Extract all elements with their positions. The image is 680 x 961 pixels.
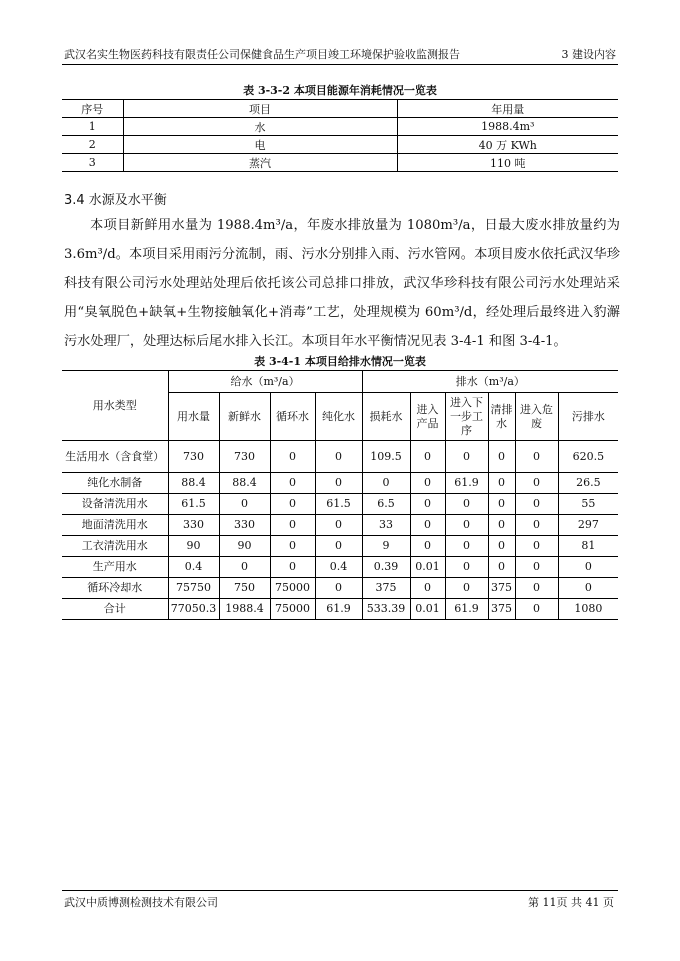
table-cell: 533.39 <box>362 599 410 620</box>
table-cell: 电 <box>123 136 397 154</box>
table-cell: 工衣清洗用水 <box>62 536 168 557</box>
table-cell: 0 <box>270 473 315 494</box>
table-cell: 1080 <box>558 599 618 620</box>
table-caption: 表 3-3-2 本项目能源年消耗情况一览表 <box>243 84 437 97</box>
table-cell: 0 <box>515 515 558 536</box>
table-cell: 330 <box>219 515 270 536</box>
table-cell: 375 <box>488 599 515 620</box>
table-cell: 81 <box>558 536 618 557</box>
table-cell: 0 <box>315 441 362 473</box>
table-cell: 0 <box>515 599 558 620</box>
table-cell: 77050.3 <box>168 599 219 620</box>
table-cell: 75000 <box>270 578 315 599</box>
table-cell: 0 <box>445 441 488 473</box>
table-cell: 0.4 <box>315 557 362 578</box>
table-cell: 0 <box>488 494 515 515</box>
table-row <box>62 599 618 620</box>
table-cell: 生产用水 <box>62 557 168 578</box>
table-row <box>62 441 618 473</box>
table-cell: 0 <box>315 536 362 557</box>
page-footer-left: 武汉中质博测检测技术有限公司 <box>64 896 218 909</box>
table-cell: 生活用水（含食堂） <box>62 441 168 473</box>
table-header-cell: 给水（m³/a） <box>168 371 362 393</box>
footer-rule <box>62 890 618 891</box>
table-cell: 0 <box>362 473 410 494</box>
table-cell: 0 <box>315 515 362 536</box>
table-cell: 0 <box>315 578 362 599</box>
table-cell: 90 <box>168 536 219 557</box>
table-cell: 0 <box>515 536 558 557</box>
table-header-cell: 排水（m³/a） <box>362 371 618 393</box>
table-cell: 合计 <box>62 599 168 620</box>
table-cell: 730 <box>219 441 270 473</box>
table-cell: 0 <box>515 473 558 494</box>
table-cell: 0 <box>270 515 315 536</box>
table-cell: 0 <box>445 557 488 578</box>
table-header-cell: 进入危废 <box>515 393 558 441</box>
table-cell: 0 <box>445 494 488 515</box>
table-cell: 0 <box>488 536 515 557</box>
table-cell: 9 <box>362 536 410 557</box>
table-header-cell: 损耗水 <box>362 393 410 441</box>
table-cell: 0 <box>219 557 270 578</box>
table-cell: 1 <box>62 118 123 136</box>
table-cell: 0 <box>445 515 488 536</box>
table-header-cell: 年用量 <box>397 100 618 118</box>
table-cell: 0 <box>410 578 445 599</box>
table-cell: 0.39 <box>362 557 410 578</box>
table-cell: 0 <box>270 441 315 473</box>
header-rule <box>62 64 618 65</box>
table-cell: 0 <box>515 441 558 473</box>
table-header-cell: 序号 <box>62 100 123 118</box>
table-header-cell: 循环水 <box>270 393 315 441</box>
table-cell: 61.9 <box>445 599 488 620</box>
table-header-cell: 进入产品 <box>410 393 445 441</box>
table-cell: 0 <box>270 494 315 515</box>
table-cell: 3 <box>62 154 123 172</box>
table-cell: 61.9 <box>445 473 488 494</box>
table-cell: 地面清洗用水 <box>62 515 168 536</box>
table-caption: 表 3-4-1 本项目给排水情况一览表 <box>254 355 426 368</box>
page-number: 第 11页 共 41 页 <box>528 896 614 909</box>
table-cell: 26.5 <box>558 473 618 494</box>
table-cell: 730 <box>168 441 219 473</box>
table-row <box>62 515 618 536</box>
table-cell: 75000 <box>270 599 315 620</box>
table-cell: 90 <box>219 536 270 557</box>
table-cell: 0 <box>315 473 362 494</box>
table-cell: 纯化水制备 <box>62 473 168 494</box>
table-cell: 0 <box>515 578 558 599</box>
table-cell: 620.5 <box>558 441 618 473</box>
table-cell: 375 <box>488 578 515 599</box>
table-cell: 0 <box>558 557 618 578</box>
table-row <box>62 536 618 557</box>
table-cell: 88.4 <box>219 473 270 494</box>
table-row <box>62 494 618 515</box>
table-cell: 0 <box>515 557 558 578</box>
table-cell: 1988.4m³ <box>397 118 618 136</box>
table-cell: 297 <box>558 515 618 536</box>
table-cell: 33 <box>362 515 410 536</box>
table-header-cell: 用水量 <box>168 393 219 441</box>
table-cell: 330 <box>168 515 219 536</box>
table-cell: 蒸汽 <box>123 154 397 172</box>
table-cell: 0 <box>488 473 515 494</box>
table-cell: 40 万 KWh <box>397 136 618 154</box>
table-cell: 75750 <box>168 578 219 599</box>
table-header-cell: 新鲜水 <box>219 393 270 441</box>
energy-table <box>62 99 618 172</box>
table-row <box>62 578 618 599</box>
water-balance-table <box>62 370 618 620</box>
table-cell: 109.5 <box>362 441 410 473</box>
table-cell: 0 <box>270 557 315 578</box>
table-cell: 6.5 <box>362 494 410 515</box>
table-cell: 0 <box>488 557 515 578</box>
table-header-cell: 清排水 <box>488 393 515 441</box>
table-header-cell: 污排水 <box>558 393 618 441</box>
table-cell: 0 <box>488 441 515 473</box>
page-header-right: 3 建设内容 <box>561 48 616 61</box>
page-header-left: 武汉名实生物医药科技有限责任公司保健食品生产项目竣工环境保护验收监测报告 <box>64 48 460 61</box>
table-cell: 0.01 <box>410 557 445 578</box>
table-cell: 循环冷却水 <box>62 578 168 599</box>
table-cell: 61.9 <box>315 599 362 620</box>
table-cell: 0 <box>558 578 618 599</box>
table-cell: 0 <box>515 494 558 515</box>
table-cell: 0.01 <box>410 599 445 620</box>
table-cell: 0 <box>410 536 445 557</box>
table-cell: 设备清洗用水 <box>62 494 168 515</box>
table-cell: 水 <box>123 118 397 136</box>
table-cell: 750 <box>219 578 270 599</box>
table-header-cell: 纯化水 <box>315 393 362 441</box>
table-cell: 0 <box>410 473 445 494</box>
table-cell: 0 <box>410 441 445 473</box>
table-header-cell: 用水类型 <box>62 371 168 441</box>
table-cell: 0 <box>445 536 488 557</box>
table-cell: 0 <box>270 536 315 557</box>
table-cell: 0 <box>445 578 488 599</box>
table-cell: 0 <box>410 494 445 515</box>
table-cell: 0.4 <box>168 557 219 578</box>
table-header-cell: 进入下一步工序 <box>445 393 488 441</box>
table-header-cell: 项目 <box>123 100 397 118</box>
table-cell: 375 <box>362 578 410 599</box>
table-cell: 2 <box>62 136 123 154</box>
table-row <box>62 473 618 494</box>
table-cell: 0 <box>219 494 270 515</box>
table-cell: 1988.4 <box>219 599 270 620</box>
table-row <box>62 557 618 578</box>
table-cell: 61.5 <box>168 494 219 515</box>
table-cell: 0 <box>488 515 515 536</box>
section-title: 3.4 水源及水平衡 <box>64 193 167 208</box>
table-cell: 0 <box>410 515 445 536</box>
table-cell: 110 吨 <box>397 154 618 172</box>
table-cell: 88.4 <box>168 473 219 494</box>
table-cell: 61.5 <box>315 494 362 515</box>
body-paragraph: 本项目新鲜用水量为 1988.4m³/a，年废水排放量为 1080m³/a，日最大废水排放量约为 3.6m³/d。本项目采用雨污分流制，雨、污水分别排入雨、污水管网。本项目废水依托武汉华珍科技有限公司污水处理站处理后依托该公司总排口排放，武汉华珍科技有限公司污水处理站采用“臭氧脱色+缺氧+生物接触氧化+消毒”工艺，处理规模为 60m³/d，经处理后最终进入豹澥污水处理厂，处理达标后尾水排入长江。本项目年水平衡情况见表 3-4-1 和图 3-4-1。 <box>64 218 620 349</box>
table-cell: 55 <box>558 494 618 515</box>
